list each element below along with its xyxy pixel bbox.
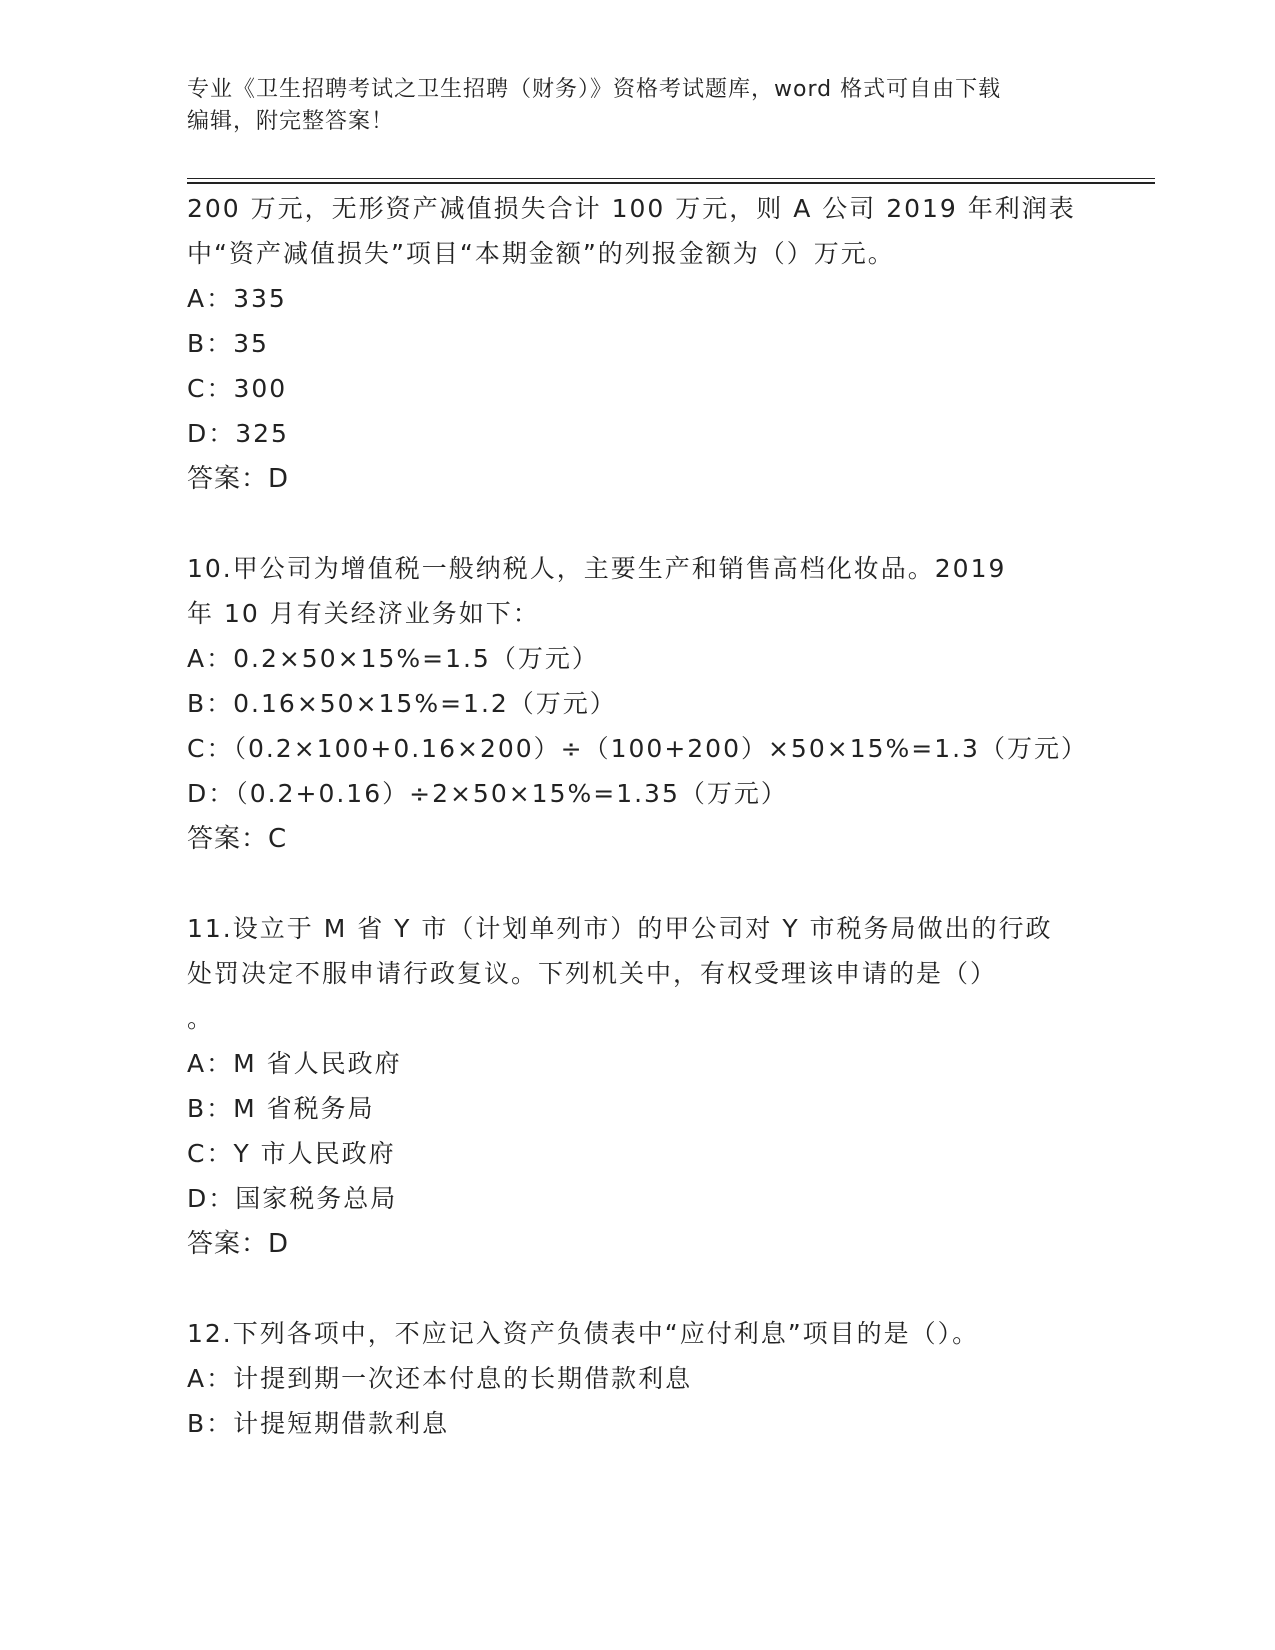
q9-option-d: D：325 — [187, 419, 289, 448]
q11-stem-line-2: 处罚决定不服申请行政复议。下列机关中，有权受理该申请的是（） — [187, 959, 998, 988]
q9-option-b: B：35 — [187, 329, 269, 358]
q12-stem-line-1: 12.下列各项中，不应记入资产负债表中“应付利息”项目的是（）。 — [187, 1319, 980, 1348]
header-line-1: 专业《卫生招聘考试之卫生招聘（财务）》资格考试题库，word 格式可自由下载 — [187, 77, 1002, 102]
q11-option-a: A：M 省人民政府 — [187, 1049, 402, 1078]
q10-answer: 答案：C — [187, 824, 288, 854]
q12-option-b: B：计提短期借款利息 — [187, 1409, 450, 1438]
q11-option-d: D：国家税务总局 — [187, 1184, 398, 1213]
q11-option-b: B：M 省税务局 — [187, 1094, 375, 1123]
q10-option-d: D：（0.2+0.16）÷2×50×15%=1.35（万元） — [187, 779, 788, 808]
q12-option-a: A：计提到期一次还本付息的长期借款利息 — [187, 1364, 693, 1393]
header-rule-thin — [187, 178, 1155, 179]
q11-answer: 答案：D — [187, 1229, 290, 1259]
q10-option-b: B：0.16×50×15%=1.2（万元） — [187, 689, 617, 718]
q11-stem-line-1: 11.设立于 M 省 Y 市（计划单列市）的甲公司对 Y 市税务局做出的行政 — [187, 914, 1053, 943]
document-header — [187, 74, 1087, 138]
q9-option-c: C：300 — [187, 374, 288, 403]
q10-option-c: C：（0.2×100+0.16×200）÷（100+200）×50×15%=1.3（万元） — [187, 734, 1088, 763]
q10-stem-line-1: 10.甲公司为增值税一般纳税人，主要生产和销售高档化妆品。2019 — [187, 554, 1007, 583]
header-line-2: 编辑，附完整答案！ — [187, 109, 395, 134]
q10-stem-line-2: 年 10 月有关经济业务如下： — [187, 599, 540, 628]
header-rule-thick — [187, 182, 1155, 184]
q9-stem-line-1: 200 万元，无形资产减值损失合计 100 万元，则 A 公司 2019 年利润表 — [187, 194, 1076, 223]
q9-stem-line-2: 中“资产减值损失”项目“本期金额”的列报金额为（）万元。 — [187, 239, 895, 268]
q10-option-a: A：0.2×50×15%=1.5（万元） — [187, 644, 599, 673]
q11-stem-line-3: 。 — [187, 1004, 215, 1033]
q9-answer: 答案：D — [187, 464, 290, 494]
q11-option-c: C：Y 市人民政府 — [187, 1139, 396, 1168]
q9-option-a: A：335 — [187, 284, 287, 313]
